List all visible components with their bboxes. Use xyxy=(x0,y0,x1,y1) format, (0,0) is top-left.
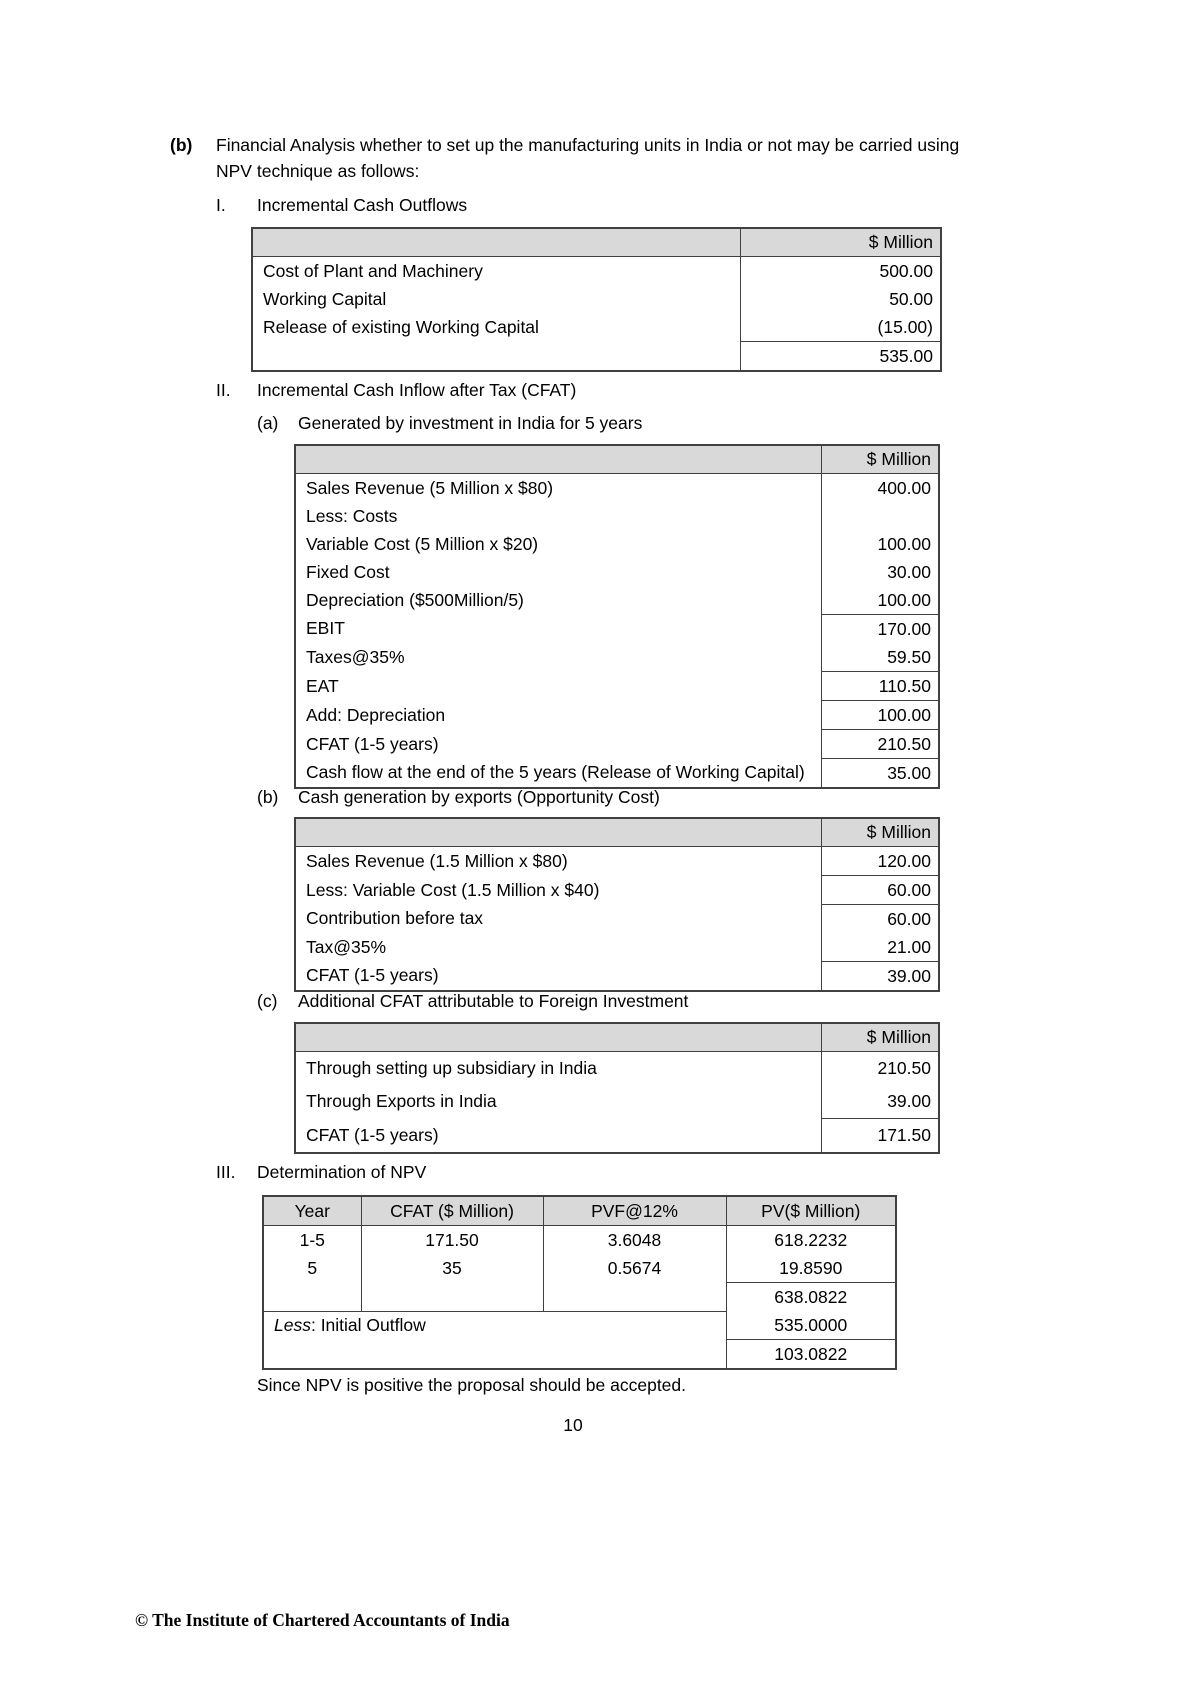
table-row xyxy=(295,502,939,530)
less-word-rest: : Initial Outflow xyxy=(310,1315,426,1335)
less-word-italic: Less xyxy=(274,1315,311,1335)
row-label: Contribution before tax xyxy=(295,905,821,934)
npv-less-pv: 535.0000 xyxy=(726,1311,896,1340)
table-row xyxy=(295,530,939,558)
table-row xyxy=(295,905,939,934)
npv-header-pv: PV($ Million) xyxy=(726,1196,896,1226)
exports-table xyxy=(294,817,940,992)
npv-pv: 618.2232 xyxy=(774,1229,848,1250)
row-value: 30.00 xyxy=(887,561,931,582)
blank-cell xyxy=(263,1283,361,1312)
row-label xyxy=(252,342,740,372)
npv-row xyxy=(263,1226,896,1255)
npv-pvf: 3.6048 xyxy=(543,1226,726,1255)
npv-header-cfat: CFAT ($ Million) xyxy=(361,1196,543,1226)
table-header-row xyxy=(295,818,939,847)
npv-subtotal-pv: 638.0822 xyxy=(774,1286,848,1307)
row-label: Tax@35% xyxy=(295,933,821,962)
npv-header-row xyxy=(263,1196,896,1226)
section-i-heading xyxy=(216,195,467,216)
table-row xyxy=(252,257,941,286)
row-value: 60.00 xyxy=(821,876,939,905)
section-iii-heading xyxy=(216,1162,426,1183)
header-blank xyxy=(295,818,821,847)
header-blank xyxy=(295,1023,821,1052)
blank-cell xyxy=(361,1283,543,1312)
npv-result-pv: 103.0822 xyxy=(774,1343,848,1364)
table-row xyxy=(295,730,939,759)
conclusion-text: Since NPV is positive the proposal should be accepted. xyxy=(257,1375,687,1395)
table-row xyxy=(295,672,939,701)
page-number: 10 xyxy=(563,1415,583,1435)
table-header-row xyxy=(295,1023,939,1052)
table-row xyxy=(252,313,941,342)
row-value: 171.50 xyxy=(877,1125,931,1145)
section-i-title: Incremental Cash Outflows xyxy=(257,195,468,215)
row-label: Less: Costs xyxy=(295,502,821,530)
table-row xyxy=(295,876,939,905)
table-row xyxy=(252,285,941,313)
row-value: 110.50 xyxy=(821,672,939,701)
section-iii-numeral: III. xyxy=(216,1162,236,1182)
npv-less-label xyxy=(263,1311,726,1340)
row-value: 120.00 xyxy=(821,847,939,876)
table-row xyxy=(295,1085,939,1119)
section-ii-title: Incremental Cash Inflow after Tax (CFAT) xyxy=(257,380,577,400)
row-value: 100.00 xyxy=(821,701,939,730)
sub-b-label: (b) xyxy=(257,787,279,807)
section-ii-heading xyxy=(216,380,576,401)
npv-cfat: 35 xyxy=(361,1254,543,1283)
section-i-numeral: I. xyxy=(216,195,226,215)
table-header-row xyxy=(252,228,941,257)
npv-row xyxy=(263,1254,896,1283)
additional-cfat-table xyxy=(294,1022,940,1154)
row-value: 500.00 xyxy=(879,260,933,281)
unit-header: $ Million xyxy=(821,818,939,847)
row-value: 59.50 xyxy=(821,643,939,672)
sub-a-label: (a) xyxy=(257,413,279,433)
row-label: Through Exports in India xyxy=(295,1085,821,1119)
row-value: 50.00 xyxy=(889,288,933,309)
row-value: 210.50 xyxy=(877,1058,931,1078)
npv-result-row xyxy=(263,1340,896,1370)
row-label: CFAT (1-5 years) xyxy=(295,1119,821,1154)
blank-cell xyxy=(263,1340,726,1370)
table-row xyxy=(295,933,939,962)
cfat-india-table xyxy=(294,444,940,789)
outflows-table xyxy=(251,227,942,372)
row-label: Depreciation ($500Million/5) xyxy=(295,586,821,615)
table-row xyxy=(295,586,939,615)
row-label: Sales Revenue (5 Million x $80) xyxy=(295,474,821,503)
row-value: 21.00 xyxy=(821,933,939,962)
row-label: CFAT (1-5 years) xyxy=(295,730,821,759)
row-value: 35.00 xyxy=(887,762,931,783)
table-row xyxy=(295,615,939,644)
row-value: 100.00 xyxy=(821,586,939,615)
row-value: 535.00 xyxy=(879,345,933,366)
row-label: Fixed Cost xyxy=(295,558,821,586)
npv-cfat: 171.50 xyxy=(361,1226,543,1255)
blank-cell xyxy=(543,1283,726,1312)
npv-year: 1-5 xyxy=(263,1226,361,1255)
unit-header: $ Million xyxy=(821,1023,939,1052)
row-value: 170.00 xyxy=(877,618,931,639)
row-label: Through setting up subsidiary in India xyxy=(295,1052,821,1086)
sub-c-heading xyxy=(257,991,688,1012)
npv-pvf: 0.5674 xyxy=(543,1254,726,1283)
npv-header-year: Year xyxy=(263,1196,361,1226)
npv-header-pvf: PVF@12% xyxy=(543,1196,726,1226)
table-row xyxy=(295,474,939,503)
row-value: 60.00 xyxy=(887,908,931,929)
sub-a-heading xyxy=(257,413,642,434)
row-label: Working Capital xyxy=(252,285,740,313)
npv-pv: 19.8590 xyxy=(726,1254,896,1283)
unit-header: $ Million xyxy=(821,445,939,474)
table-row xyxy=(295,1119,939,1154)
table-row xyxy=(295,643,939,672)
sub-c-label: (c) xyxy=(257,991,278,1011)
sub-b-title: Cash generation by exports (Opportunity Cost) xyxy=(298,787,660,807)
sub-a-title: Generated by investment in India for 5 years xyxy=(298,413,643,433)
row-value: 400.00 xyxy=(877,477,931,498)
intro-text: Financial Analysis whether to set up the manufacturing units in India or not may be carried using NPV technique as follows: xyxy=(216,135,960,181)
row-label: Cash flow at the end of the 5 years (Release of Working Capital) xyxy=(295,759,821,789)
table-row xyxy=(295,701,939,730)
row-label: EBIT xyxy=(295,615,821,644)
row-label: Less: Variable Cost (1.5 Million x $40) xyxy=(295,876,821,905)
row-value: (15.00) xyxy=(740,313,941,342)
npv-table xyxy=(262,1195,897,1370)
row-value xyxy=(821,502,939,530)
npv-subtotal-row xyxy=(263,1283,896,1312)
row-label: Sales Revenue (1.5 Million x $80) xyxy=(295,847,821,876)
sub-b-heading xyxy=(257,787,660,808)
unit-header: $ Million xyxy=(740,228,941,257)
table-header-row xyxy=(295,445,939,474)
section-ii-numeral: II. xyxy=(216,380,231,400)
npv-year: 5 xyxy=(263,1254,361,1283)
intro-label: (b) xyxy=(170,135,193,155)
row-label: Add: Depreciation xyxy=(295,701,821,730)
row-label: EAT xyxy=(295,672,821,701)
row-label: Release of existing Working Capital xyxy=(252,313,740,342)
table-row xyxy=(295,759,939,789)
header-blank xyxy=(295,445,821,474)
row-value: 100.00 xyxy=(877,533,931,554)
copyright-footer: © The Institute of Chartered Accountants of India xyxy=(135,1610,510,1630)
table-total-row xyxy=(252,342,941,372)
section-iii-title: Determination of NPV xyxy=(257,1162,427,1182)
intro-paragraph xyxy=(170,132,990,184)
table-row xyxy=(295,847,939,876)
npv-less-row xyxy=(263,1311,896,1340)
table-row xyxy=(295,558,939,586)
header-blank xyxy=(252,228,740,257)
sub-c-title: Additional CFAT attributable to Foreign Investment xyxy=(298,991,689,1011)
row-label: CFAT (1-5 years) xyxy=(295,962,821,992)
table-row xyxy=(295,962,939,992)
row-label: Cost of Plant and Machinery xyxy=(252,257,740,286)
row-label: Variable Cost (5 Million x $20) xyxy=(295,530,821,558)
table-row xyxy=(295,1052,939,1086)
row-value: 39.00 xyxy=(821,1085,939,1119)
row-label: Taxes@35% xyxy=(295,643,821,672)
row-value: 39.00 xyxy=(887,965,931,986)
row-value: 210.50 xyxy=(821,730,939,759)
